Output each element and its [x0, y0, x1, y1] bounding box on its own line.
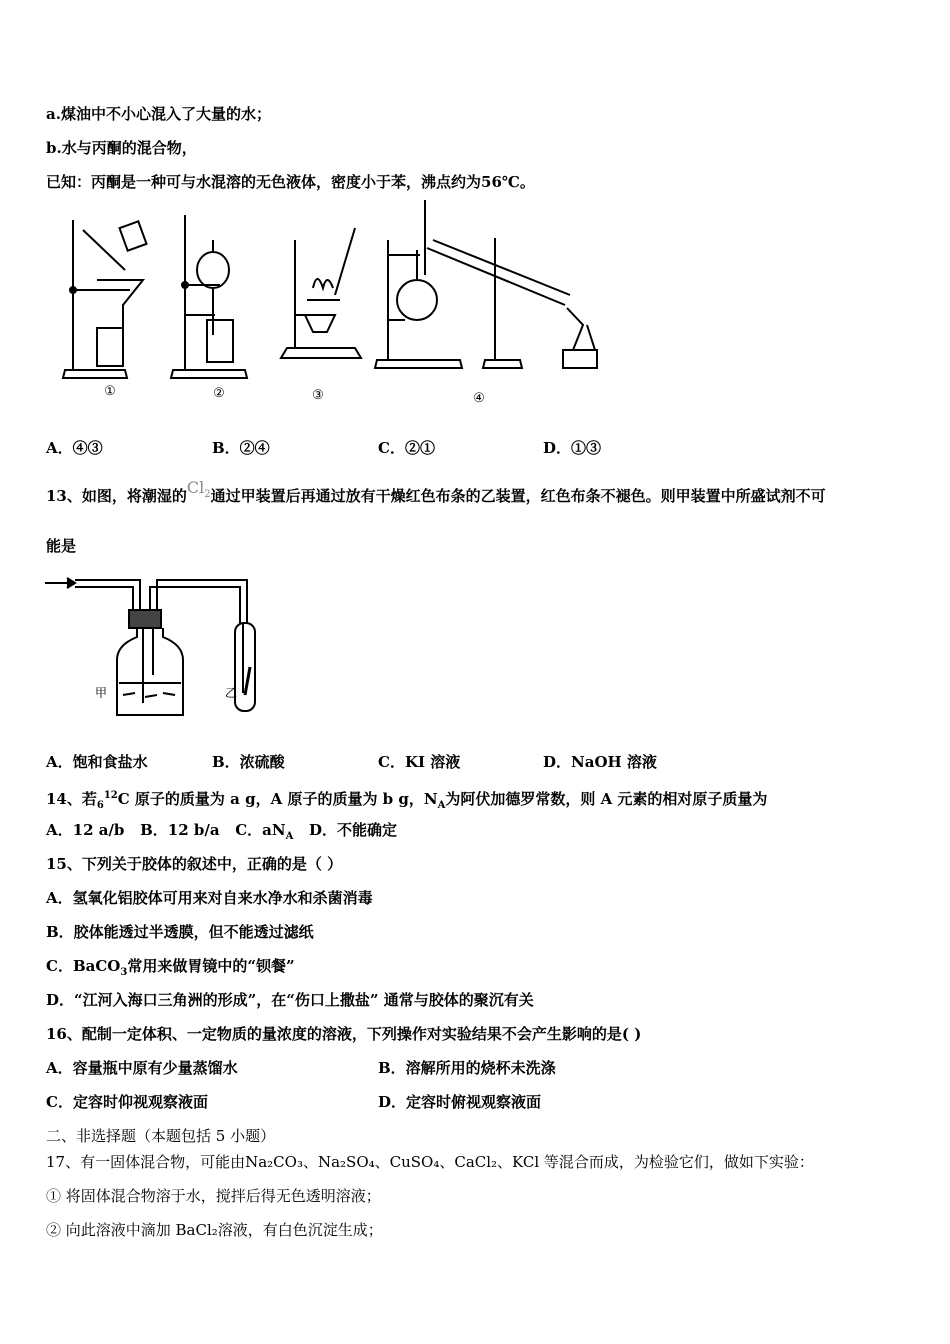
apparatus-figure — [55, 200, 615, 410]
label-jia: 甲 — [95, 686, 108, 700]
gas-bottle-figure — [45, 575, 300, 720]
intro-b: b.水与丙酮的混合物， — [46, 139, 197, 157]
q12-option-b: B．②④ — [212, 439, 270, 457]
q13-stem: 13、如图，将潮湿的$Cl_2$通过甲装置后再通过放有干燥红色布条的乙装置，红色布条不褪色。则甲装置中所盛试剂不可 — [46, 478, 826, 505]
fig1-label-1: ① — [104, 384, 116, 399]
q15-stem: 15、下列关于胶体的叙述中，正确的是（ ） — [46, 855, 343, 873]
q17-step-2: ② 向此溶液中滴加 BaCl₂溶液，有白色沉淀生成； — [46, 1221, 383, 1239]
q17-step-1: ① 将固体混合物溶于水，搅拌后得无色透明溶液； — [46, 1187, 381, 1205]
q14-options: A．12 a/b B．12 b/a C．$aN_A$ D．不能确定 — [46, 821, 398, 842]
q13-option-b: B．浓硫酸 — [212, 753, 285, 771]
q12-option-d: D．①③ — [543, 439, 602, 457]
q13-option-a: A．饱和食盐水 — [46, 753, 148, 771]
q13-option-d: D．NaOH 溶液 — [543, 753, 657, 771]
q16-option-c: C．定容时仰视观察液面 — [46, 1093, 208, 1111]
label-yi: 乙 — [225, 686, 238, 700]
q15-option-c: C．BaCO$_3$常用来做胃镜中的“钡餐” — [46, 957, 295, 978]
q16-option-d: D．定容时俯视观察液面 — [378, 1093, 542, 1111]
section-2-heading: 二、非选择题（本题包括 5 小题） — [46, 1127, 276, 1145]
q16-option-b: B．溶解所用的烧杯未洗涤 — [378, 1059, 556, 1077]
fig1-label-2: ② — [213, 386, 225, 401]
q15-option-b: B．胶体能透过半透膜，但不能透过滤纸 — [46, 923, 314, 941]
q17-stem: 17、有一固体混合物，可能由Na₂CO₃、Na₂SO₄、CuSO₄、CaCl₂、KCl 等混合而成，为检验它们，做如下实验： — [46, 1153, 814, 1171]
q12-option-a: A．④③ — [46, 439, 103, 457]
q12-option-c: C．②① — [378, 439, 435, 457]
q15-option-d: D．“江河入海口三角洲的形成”，在“伤口上撒盐” 通常与胶体的聚沉有关 — [46, 991, 534, 1009]
q16-stem: 16、配制一定体积、一定物质的量浓度的溶液，下列操作对实验结果不会产生影响的是( ) — [46, 1025, 642, 1043]
cl2-formula: $Cl_2$ — [186, 478, 211, 501]
fig1-label-3: ③ — [312, 388, 324, 403]
intro-known: 已知：丙酮是一种可与水混溶的无色液体，密度小于苯，沸点约为56℃。 — [46, 173, 535, 191]
q16-option-a: A．容量瓶中原有少量蒸馏水 — [46, 1059, 238, 1077]
fig1-label-4: ④ — [473, 391, 485, 406]
q13-stem-cont: 能是 — [46, 537, 77, 555]
q14-stem: 14、若$_6^{12}$C 原子的质量为 a g，A 原子的质量为 b g，$N_A$为阿伏加德罗常数，则 A 元素的相对原子质量为 — [46, 790, 768, 811]
q13-option-c: C．KI 溶液 — [378, 753, 461, 771]
intro-a: a.煤油中不小心混入了大量的水； — [46, 105, 271, 123]
q15-option-a: A．氢氧化铝胶体可用来对自来水净水和杀菌消毒 — [46, 889, 373, 907]
